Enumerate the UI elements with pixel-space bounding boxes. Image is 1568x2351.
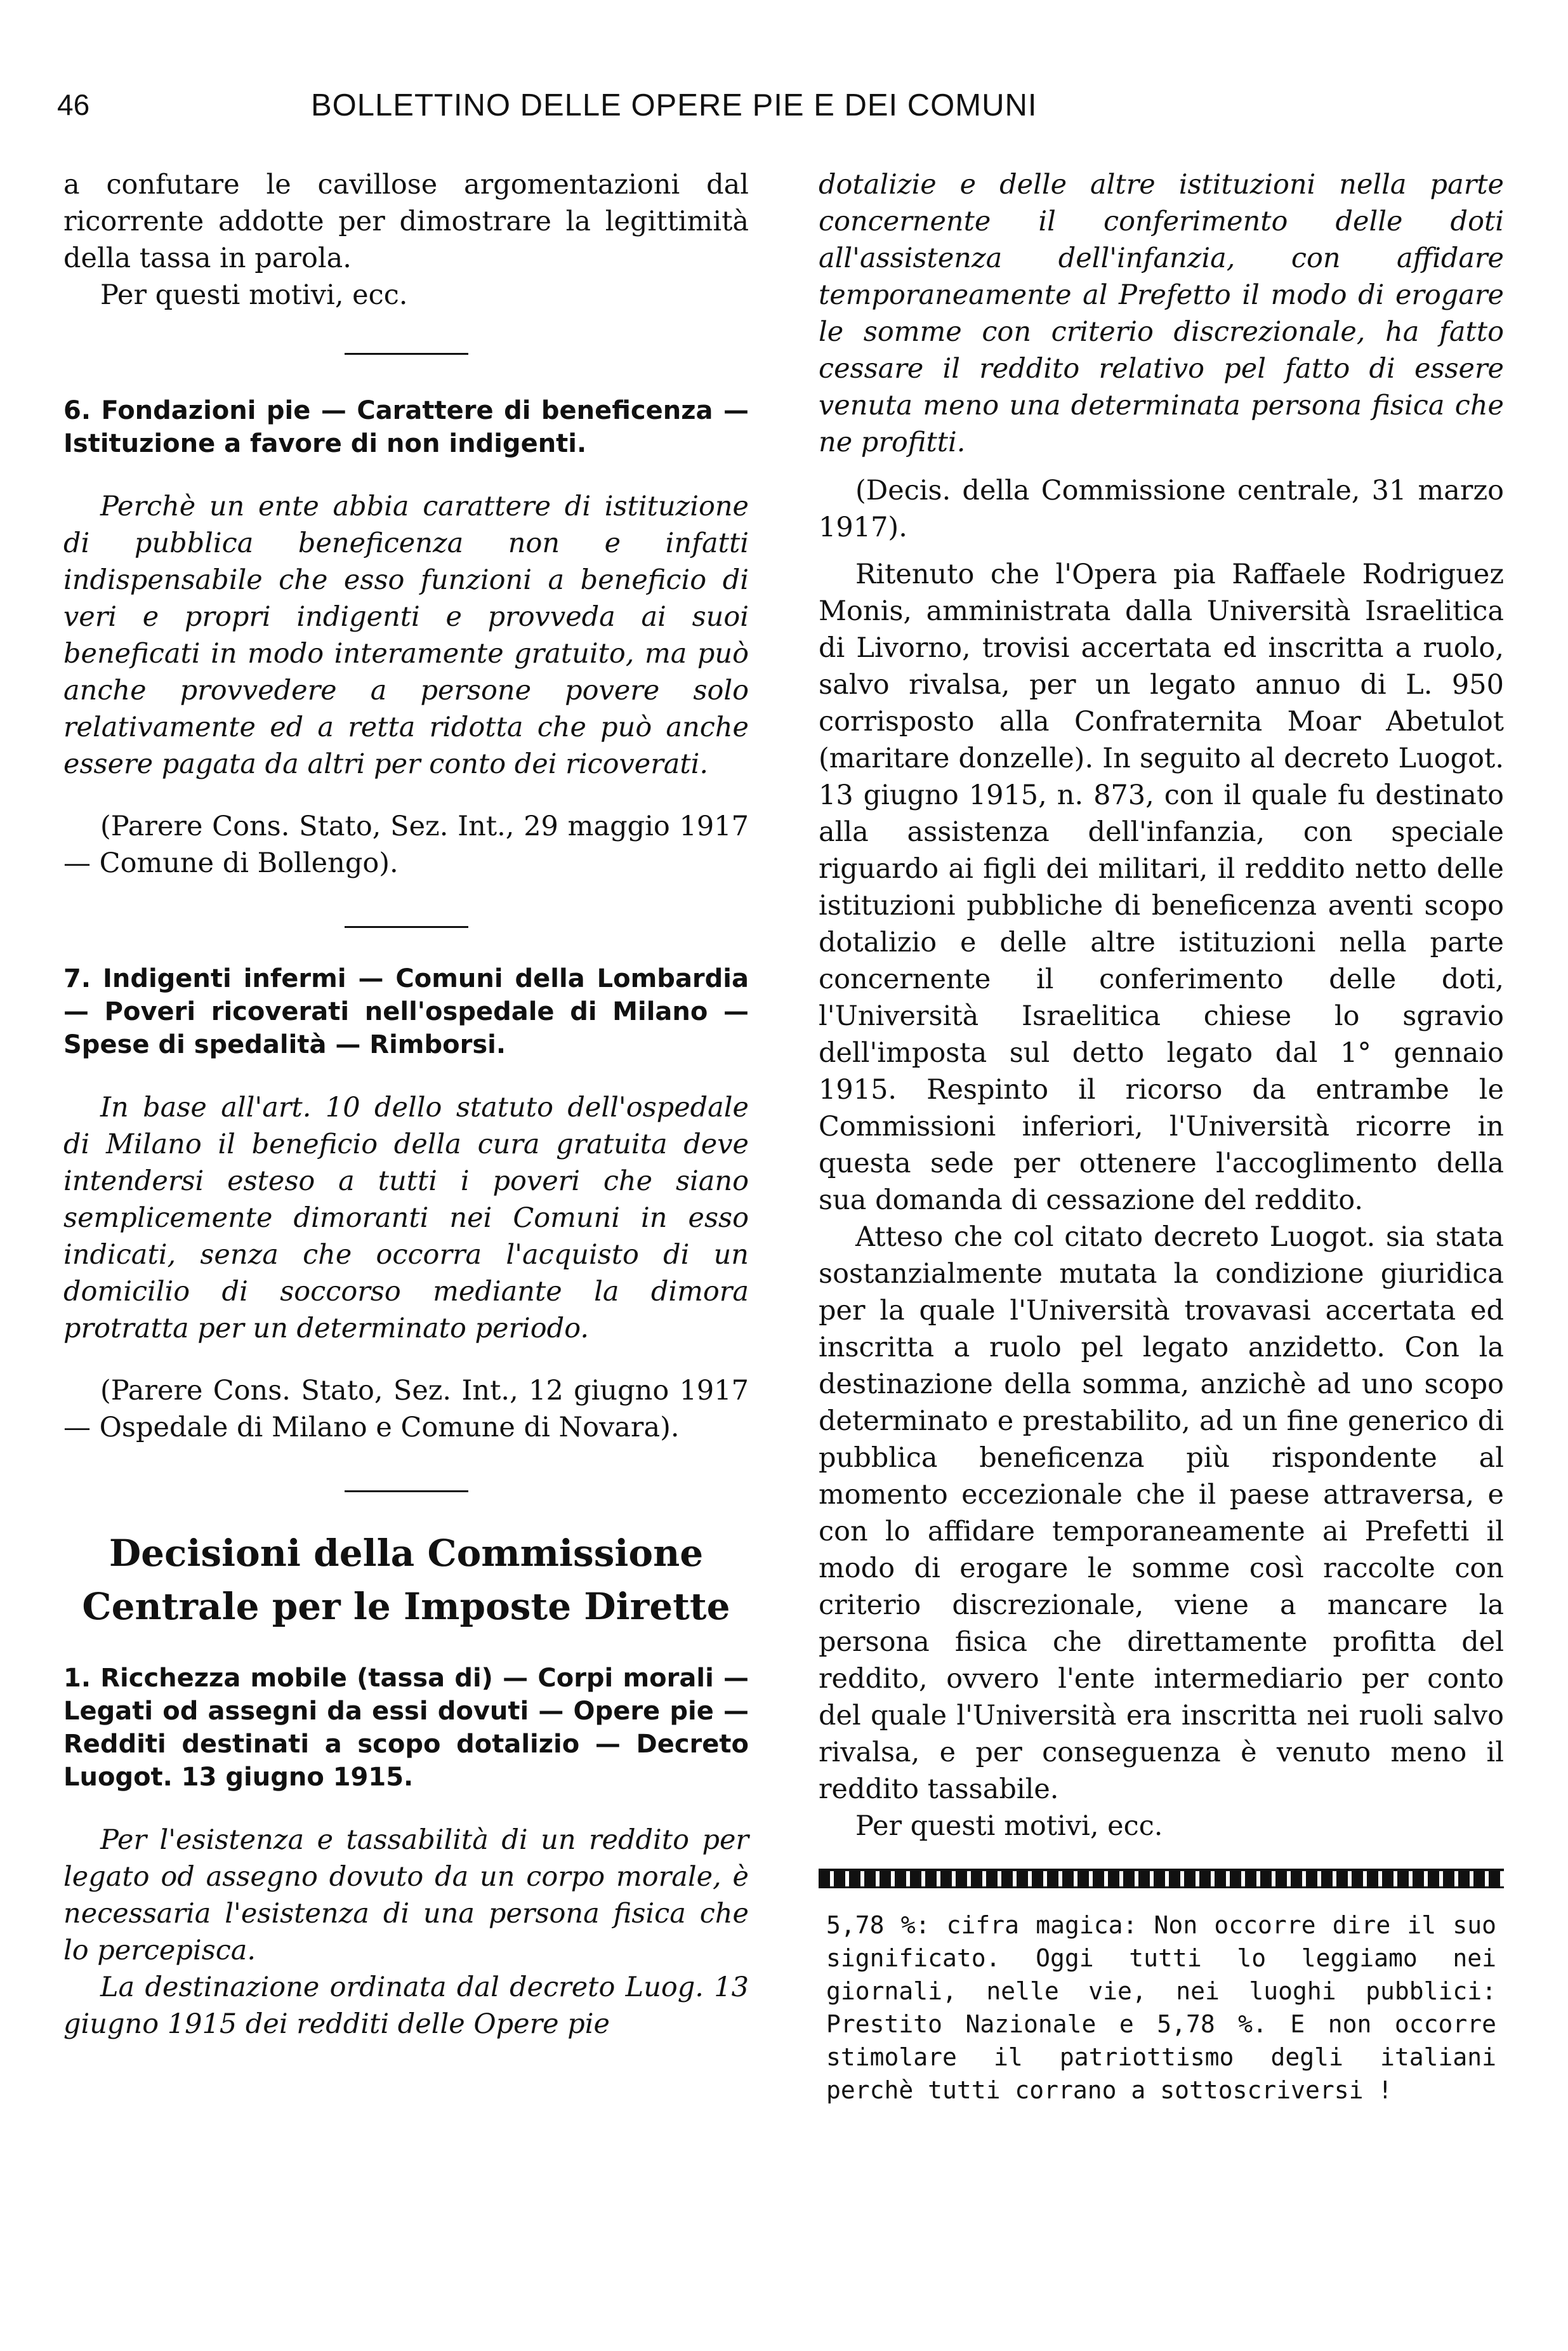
page-header	[57, 88, 1517, 132]
divider	[345, 926, 468, 928]
paragraph-motivi-2: Per questi motivi, ecc.	[855, 1810, 1163, 1842]
section-1-citation: (Decis. della Commissione centrale, 31 marzo 1917).	[819, 475, 1504, 543]
section-6-citation: (Parere Cons. Stato, Sez. Int., 29 maggio 1917 — Comune di Bollengo).	[63, 811, 749, 879]
section-7-maxim: In base all'art. 10 dello statuto dell'ospedale di Milano il beneficio della cura gratuita deve intendersi esteso a tutti i poveri che siano semplicemente dimoranti nei Comuni in esso indicati, senza che occorra l'acquisto di un domicilio di soccorso mediante la dimora protratta per un determinato periodo.	[63, 1092, 749, 1344]
page-number: 46	[57, 88, 90, 121]
section-7-citation: (Parere Cons. Stato, Sez. Int., 12 giugno 1917 — Ospedale di Milano e Comune di Novara).	[63, 1375, 749, 1443]
section-7-heading: 7. Indigenti infermi — Comuni della Lombardia — Poveri ricoverati nell'ospedale di Milano — Spese di spedalità — Rimborsi.	[63, 964, 749, 1059]
section-1-maxim-2: La destinazione ordinata dal decreto Luog. 13 giugno 1915 dei redditi delle Opere pie	[63, 1971, 749, 2040]
footnote-prestito: 5,78 %: cifra magica: Non occorre dire il suo significato. Oggi tutti lo leggiamo nei giornali, nelle vie, nei luoghi pubblici: Prestito Nazionale e 5,78 %. E non occorre stimolare il patriottismo degli italiani perchè tutti corrano a sottoscriversi !	[826, 1911, 1496, 2104]
section-1-maxim-1: Per l'esistenza e tassabilità di un reddito per legato od assegno dovuto da un corpo morale, è necessaria l'esistenza di una persona fisica che lo percepisca.	[63, 1824, 749, 1966]
section-1-heading: 1. Ricchezza mobile (tassa di) — Corpi morali — Legati od assegni da essi dovuti — Opere pie — Redditi destinati a scopo dotalizio — Decreto Luogot. 13 giugno 1915.	[63, 1664, 749, 1792]
running-title: BOLLETTINO DELLE OPERE PIE E DEI COMUNI	[311, 88, 1038, 123]
divider	[345, 353, 468, 355]
paragraph-atteso: Atteso che col citato decreto Luogot. sia stata sostanzialmente mutata la condizione giuridica per la quale l'Università trovavasi accertata ed inscritta a ruolo pel legato anzidetto. Con la destinazione della somma, anzichè ad uno scopo determinato e prestabilito, ad un fine generico di pubblica beneficenza più rispondente al momento eccezionale che il paese attraversa, e con lo affidare temporaneamente ai Prefetti il modo di erogare le somme così raccolte con criterio discrezionale, viene a mancare la persona fisica che direttamente profitta del reddito, ovvero l'ente intermediario per conto del quale l'Università era inscritta nei ruoli salvo rivalsa, e per conseguenza è venuto meno il reddito tassabile.	[819, 1221, 1504, 1805]
left-column	[63, 166, 749, 2043]
section-6-heading: 6. Fondazioni pie — Carattere di beneficenza — Istituzione a favore di non indigenti.	[63, 396, 749, 458]
decorative-rule	[819, 1869, 1504, 1888]
section-6-maxim: Perchè un ente abbia carattere di istituzione di pubblica beneficenza non e infatti indispensabile che esso funzioni a beneficio di veri e propri indigenti e provveda ai suoi beneficati in modo interamente gratuito, ma può anche provvedere a persone povere solo relativamente ed a retta ridotta che può anche essere pagata da altri per conto dei ricoverati.	[63, 491, 749, 780]
right-column	[819, 166, 1504, 2107]
divider	[345, 1490, 468, 1492]
paragraph-ritenuto: Ritenuto che l'Opera pia Raffaele Rodriguez Monis, amministrata dalla Università Israelitica di Livorno, trovisi accertata ed inscritta a ruolo, salvo rivalsa, per un legato annuo di L. 950 corrisposto alla Confraternita Moar Abetulot (maritare donzelle). In seguito al decreto Luogot. 13 giugno 1915, n. 873, con il quale fu destinato alla assistenza dell'infanzia, con speciale riguardo ai figli dei militari, il reddito netto delle istituzioni pubbliche di beneficenza aventi scopo dotalizio e delle altre istituzioni nella parte concernente il conferimento delle doti, l'Università Israelitica chiese lo sgravio dell'imposta sul detto legato dal 1° gennaio 1915. Respinto il ricorso da entrambe le Commissioni inferiori, l'Università ricorre in questa sede per ottenere l'accoglimento della sua domanda di cessazione del reddito.	[819, 559, 1504, 1216]
paragraph-intro: a confutare le cavillose argomentazioni dal ricorrente addotte per dimostrare la legittimità della tassa in parola.	[63, 169, 749, 274]
paragraph-motivi: Per questi motivi, ecc.	[100, 279, 408, 311]
section-1-maxim-continued: dotalizie e delle altre istituzioni nella parte concernente il conferimento delle doti all'assistenza dell'infanzia, con affidare temporaneamente al Prefetto il modo di erogare le somme con criterio discrezionale, ha fatto cessare il reddito relativo pel fatto di essere venuta meno una determinata persona fisica che ne profitti.	[819, 169, 1504, 458]
section-title: Decisioni della Commissione Centrale per le Imposte Dirette	[82, 1532, 730, 1628]
